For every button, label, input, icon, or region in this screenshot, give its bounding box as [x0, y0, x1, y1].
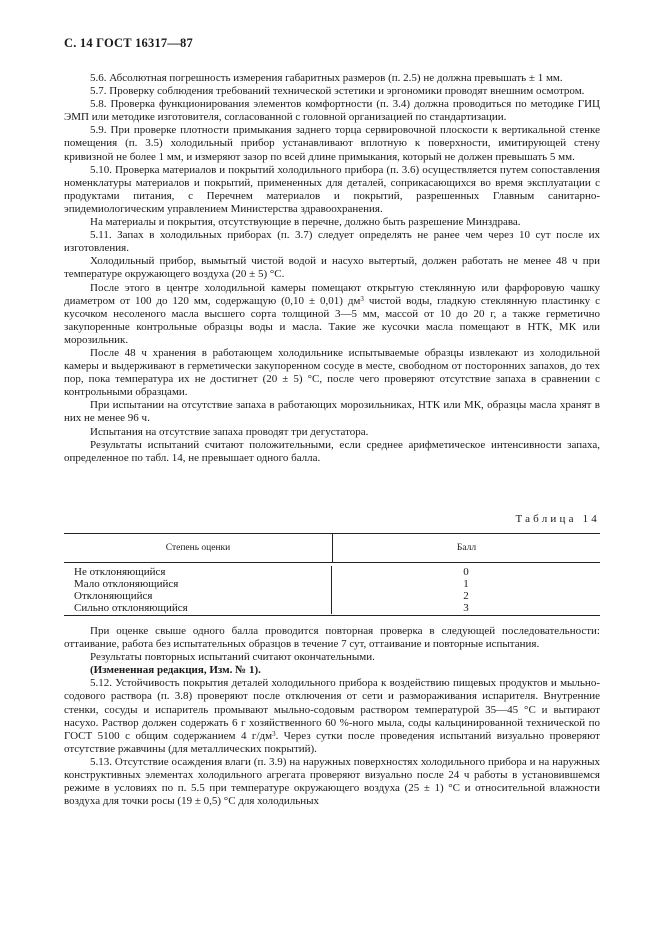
header-score: Балл: [456, 543, 477, 553]
paragraph-results: Результаты испытаний считают положительными, если среднее арифметическое интенсивности запаха, определенное по табл. 14, не превышает одного балла.: [64, 438, 600, 464]
paragraph-minzdrav: На материалы и покрытия, отсутствующие в перечне, должно быть разрешение Минздрава.: [90, 216, 521, 229]
score-cell: 3: [463, 602, 469, 614]
table-row: [64, 602, 600, 614]
grade-cell: Не отклоняющийся: [64, 566, 332, 578]
paragraph-5-11: 5.11. Запах в холодильных приборах (п. 3.7) следует определять не ранее чем через 10 сут после их изготовления.: [64, 229, 600, 255]
grade-cell: Сильно отклоняющийся: [64, 602, 332, 614]
table-header: [64, 533, 600, 563]
paragraph-5-6: 5.6. Абсолютная погрешность измерения габаритных размеров (п. 2.5) не должна превышать ± 1 мм.: [90, 72, 563, 84]
page-header: С. 14 ГОСТ 16317—87: [64, 36, 193, 50]
paragraph-samples: После этого в центре холодильной камеры помещают открытую стеклянную или фарфоровую чашку диаметром от 100 до 120 мм, содержащую (0,10 ± 0,01) $дм^3$ чистой воды, гладкую стеклянную пластинку с кусочком несоленого масла высшего сорта толщиной 3—5 мм, массой от 10 до 20 г, а также герметично закупоренные контрольные образцы воды и масла. Такие же кусочки масла помещают в НТК, МК или морозильник.: [64, 281, 601, 346]
table-row: [64, 578, 600, 590]
paragraph-repeat-check: При оценке свыше одного балла проводится повторная проверка в следующей последовательности: оттаивание, работа без испытательных образцов в течение 7 сут, оттаивание и повторные испытания.: [64, 625, 600, 651]
paragraph-48h: После 48 ч хранения в работающем холодильнике испытываемые образцы извлекают из холодильной камеры и выдерживают в герметически закупоренном сосуде в месте, свободном от посторонних запахов, до тех пор, пока температура их не достигнет (20 ± 5) °С, после чего проверяют отсутствие запаха в сравнении с контрольными образцами.: [64, 346, 600, 399]
body-text-bottom: [64, 625, 600, 808]
table-body: [64, 563, 600, 616]
score-cell: 2: [463, 590, 469, 602]
paragraph-5-9: 5.9. При проверке плотности примыкания заднего торца сервировочной плоскости к вертикальной стенке помещения (п. 3.5) холодильный прибор устанавливают вплотную к поверхности, имитирующей стену кривизной не более 1 мм, и измеряют зазор по всей длине примыкания, который не должен превышать 5 мм.: [64, 124, 600, 163]
paragraph-5-7: 5.7. Проверку соблюдения требований технической эстетики и эргономики проводят внешним осмотром.: [90, 85, 585, 98]
paragraph-wash: Холодильный прибор, вымытый чистой водой и насухо вытертый, должен работать не менее 48 ч при температуре окружающего воздуха (20 ± 5) °С.: [64, 255, 600, 281]
paragraph-amendment: (Измененная редакция, Изм. № 1).: [90, 664, 261, 677]
table-row: [64, 566, 600, 578]
header-grade: Степень оценки: [64, 534, 333, 562]
paragraph-5-8: 5.8. Проверка функционирования элементов комфортности (п. 3.4) должна проводиться по методике ГИЦ ЭМП или методике изготовителя, согласованной с головной организацией по стандартизации.: [64, 98, 600, 124]
table-caption: Таблица 14: [515, 513, 600, 525]
table-row: [64, 590, 600, 602]
score-cell: 0: [463, 566, 469, 578]
grade-cell: Мало отклоняющийся: [64, 578, 332, 590]
table-14: [64, 533, 600, 616]
grade-cell: Отклоняющийся: [64, 590, 332, 602]
paragraph-freezers: При испытании на отсутствие запаха в работающих морозильниках, НТК или МК, образцы масла хранят в них не менее 96 ч.: [64, 399, 600, 425]
paragraph-5-13: 5.13. Отсутствие осаждения влаги (п. 3.9) на наружных поверхностях холодильного прибора и на наружных конструктивных элементах холодильного агрегата проверяют визуально после 24 ч работы в установившемся режиме в условиях по п. 5.5 при температуре окружающего воздуха (25 ± 1) °С и относительной влажности воздуха для точки росы (19 ± 0,5) °С для холодильных: [64, 755, 600, 808]
paragraph-tasters: Испытания на отсутствие запаха проводят три дегустатора.: [90, 425, 369, 438]
paragraph-final: Результаты повторных испытаний считают окончательными.: [90, 651, 375, 664]
body-text-top: [64, 72, 600, 465]
paragraph-5-12: 5.12. Устойчивость покрытия деталей холодильного прибора к воздействию пищевых продуктов и мыльно-содового раствора (п. 3.8) проверяют после отключения от сети и размораживания испарителя. Внутренние стенки, сосуды и испаритель промывают мыльно-содовым раствором температурой 35—45 °С и вытирают насухо. Раствор должен содержать 6 г хозяйственного 60 %-ного мыла, соды кальцинированной технической по ГОСТ 5100 с общим содержанием 4 $г/дм^3$. Через сутки после проведения испытаний визуально проверяют отсутствие ржавчины (для металлических покрытий).: [64, 677, 600, 755]
paragraph-5-10: 5.10. Проверка материалов и покрытий холодильного прибора (п. 3.6) осуществляется путем сопоставления номенклатуры материалов и покрытий, примененных для деталей, соприкасающихся во время эксплуатации с продуктами питания, с Перечнем материалов и покрытий, разрешенных Главным санитарно-эпидемиологическим управлением Министерства здравоохранения.: [64, 163, 600, 215]
score-cell: 1: [463, 578, 469, 590]
